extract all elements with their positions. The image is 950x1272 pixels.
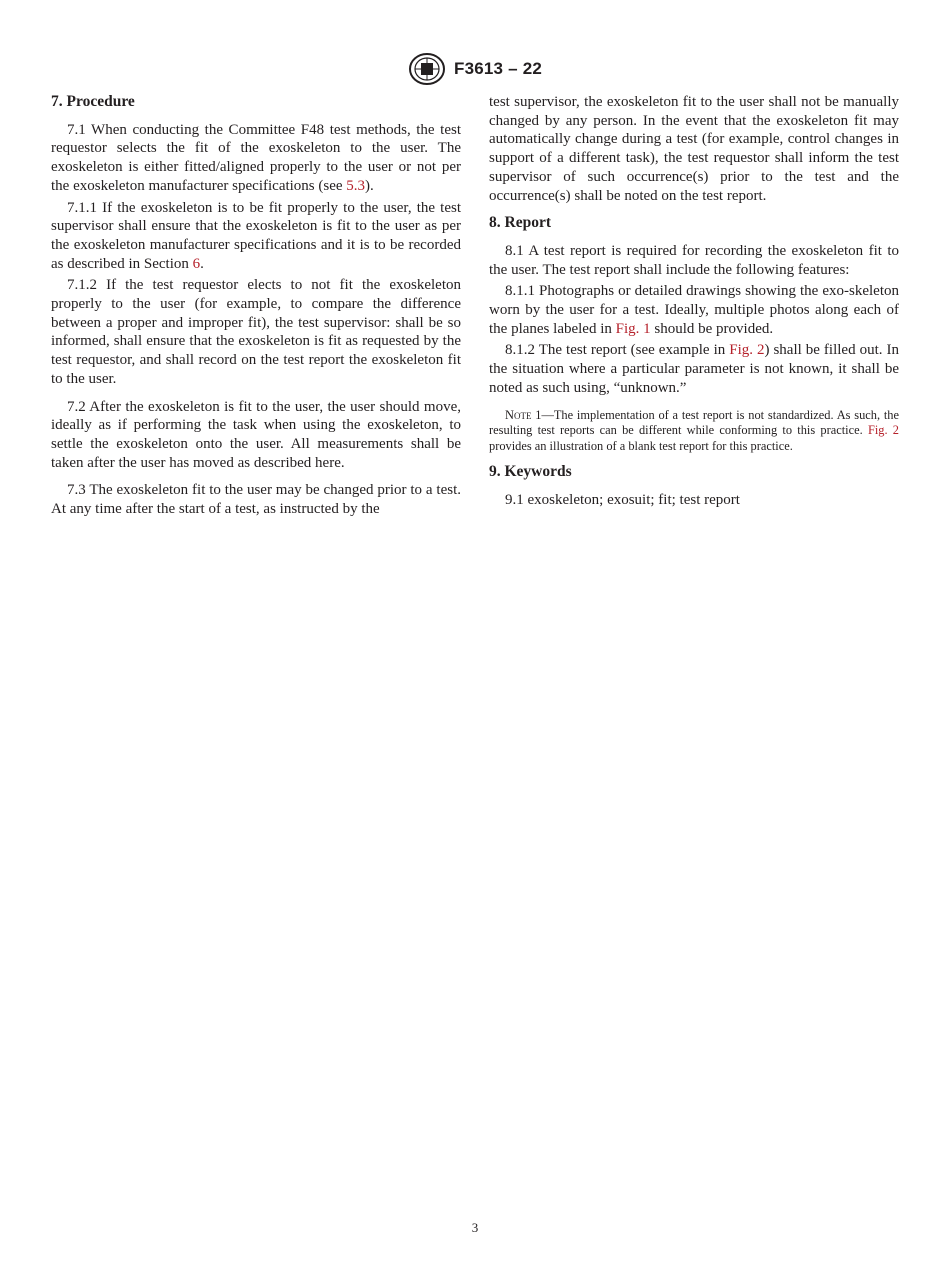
- astm-logo-icon: [408, 53, 446, 85]
- page-number: 3: [471, 1220, 479, 1235]
- paragraph-9-1: 9.1 exoskeleton; exosuit; fit; test report: [505, 492, 740, 509]
- note-1: Note 1—The implementation of a test report is not standardized. As such, the resulting test reports can be different while conforming to this practice. Fig. 2 provides an illustration of a blank test report for this practice.: [489, 407, 899, 453]
- ref-link-fig-1[interactable]: Fig. 1: [615, 320, 651, 337]
- ref-link-fig-2[interactable]: Fig. 2: [729, 342, 765, 359]
- paragraph-7-1: 7.1 When conducting the Committee F48 test methods, the test requestor selects the fit of the exoskeleton to the user. The exoskeleton is either fitted/aligned properly to the user or not per the exoskeleton manufacturer specifications (see 5.3).: [51, 121, 461, 194]
- paragraph-7-1-1: 7.1.1 If the exoskeleton is to be fit properly to the user, the test supervisor shall ensure that the exoskeleton is fit to the user as per the exoskeleton manufacturer specifications and it is to be recorded as described in Section 6.: [51, 199, 461, 272]
- ref-link-section-6[interactable]: 6: [192, 255, 201, 272]
- section-9-heading: 9. Keywords: [489, 463, 572, 481]
- paragraph-7-3-part-2: test supervisor, the exoskeleton fit to the user shall not be manually changed by any person. In the event that the exoskeleton fit may automatically change during a test (for example, control changes in support of a different task), the test requestor shall inform the test supervisor of such occurrence(s) prior to the test and the occurrence(s) shall be noted on the test report.: [489, 94, 899, 204]
- paragraph-7-1-2: 7.1.2 If the test requestor elects to not fit the exoskeleton properly to the user (for example, to compare the difference between a proper and improper fit), the test supervisor: shall be so informed, shall ensure that the exoskeleton is fit as requested by the test requestor, and shall record on the test report the exoskeleton fit to the user.: [51, 277, 461, 387]
- ref-link-5-3[interactable]: 5.3: [346, 177, 366, 194]
- standard-designation: F3613 – 22: [453, 59, 542, 78]
- left-column: [51, 93, 461, 522]
- paragraph-7-2: 7.2 After the exoskeleton is fit to the user, the user should move, ideally as if performing the task when using the exoskeleton, to settle the exoskeleton onto the user. All measurements shall be taken after the user has moved as described here.: [51, 398, 461, 471]
- page-header: [0, 52, 950, 86]
- section-7-heading: 7. Procedure: [51, 93, 135, 110]
- paragraph-8-1: 8.1 A test report is required for recording the exoskeleton fit to the user. The test report shall include the following features:: [489, 242, 899, 278]
- paragraph-7-3-part-1: 7.3 The exoskeleton fit to the user may be changed prior to a test. At any time after the start of a test, as instructed by the: [51, 482, 461, 518]
- note-ref-link-fig-2[interactable]: Fig. 2: [867, 423, 899, 438]
- paragraph-8-1-1: 8.1.1 Photographs or detailed drawings showing the exo-skeleton worn by the user for a test. Ideally, multiple photos along each of the planes labeled in Fig. 1 should be provided.: [489, 283, 899, 337]
- paragraph-8-1-2: 8.1.2 The test report (see example in Fig. 2) shall be filled out. In the situation where a particular parameter is not known, it shall be noted as such using, “unknown.”: [489, 342, 899, 396]
- right-column: [489, 93, 899, 513]
- section-8-heading: 8. Report: [489, 214, 551, 232]
